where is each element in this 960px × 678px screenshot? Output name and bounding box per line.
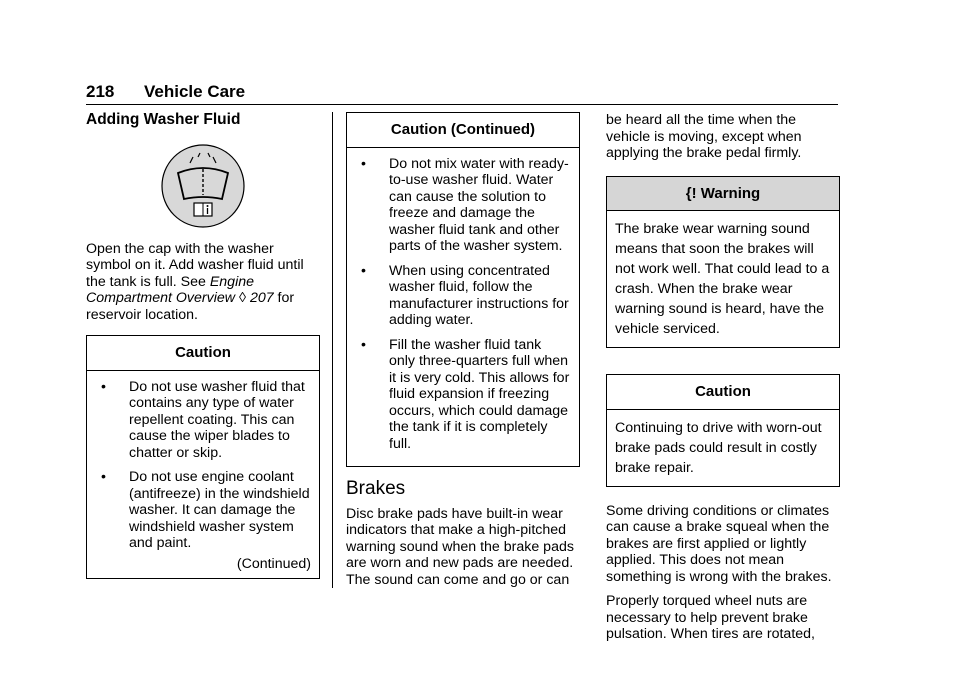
- brake-squeal-paragraph: Some driving conditions or climates can cause a brake squeal when the brakes are first applied or lightly applied. This does not mean something is wrong with the brakes.: [606, 502, 832, 585]
- column-2: [346, 112, 580, 596]
- warning-text: The brake wear warning sound means that soon the brakes will not work well. That could lead to a crash. When the brake wear warning sound is heard, have the vehicle serviced.: [615, 221, 830, 337]
- bullet-icon: •: [361, 336, 366, 353]
- page-ref-number[interactable]: 207: [249, 290, 274, 306]
- page-header: [86, 82, 838, 105]
- warning-icon: {!: [685, 184, 697, 202]
- caution-body: [87, 371, 319, 579]
- continued-label: (Continued): [236, 555, 311, 572]
- bullet-icon: •: [101, 378, 106, 395]
- caution-title: Caution: [87, 336, 319, 371]
- page-ref-symbol: ◊: [238, 290, 246, 306]
- section-title-washer-fluid: Adding Washer Fluid: [86, 111, 241, 128]
- caution-text: Continuing to drive with worn-out brake pads could result in costly brake repair.: [615, 419, 822, 476]
- section-title-brakes: Brakes: [346, 478, 406, 499]
- list-item: • Do not mix water with ready-to-use washer fluid. Water can cause the solution to freeze and damage the washer fluid tank and other parts of the washer system.: [357, 156, 571, 255]
- bullet-icon: •: [101, 469, 106, 485]
- caution-continued-body: [347, 148, 579, 467]
- column-1: [86, 112, 320, 591]
- warning-box: [606, 176, 840, 349]
- washer-fluid-symbol-icon: [160, 143, 246, 229]
- caution-box-washer: [86, 335, 320, 579]
- caution-title: Caution: [607, 375, 839, 410]
- column-divider: [332, 112, 333, 588]
- list-item: • When using concentrated washer fluid, follow the manufacturer instructions for adding water.: [357, 263, 571, 329]
- list-item: • Fill the washer fluid tank only three-quarters full when it is very cold. This allows for fluid expansion if freezing occurs, which could damage the tank if it is completely full.: [357, 337, 571, 453]
- wheel-nuts-paragraph: Properly torqued wheel nuts are necessary to help prevent brake pulsation. When tires are rotated,: [606, 593, 815, 642]
- page-number: 218: [86, 82, 115, 101]
- bullet-icon: •: [361, 155, 366, 172]
- bullet-icon: •: [361, 262, 366, 279]
- washer-fluid-paragraph: Open the cap with the washer symbol on it. Add washer fluid until the tank is full. See Engine Compartment Overview ◊ 207 for reservoir location.: [86, 240, 304, 323]
- icon-container: [86, 143, 320, 229]
- list-item: • Do not use engine coolant (antifreeze) in the windshield washer. It can damage the windshield washer system and paint.: [97, 469, 311, 552]
- caution-box-brakes: [606, 374, 840, 487]
- column-3: [606, 112, 840, 651]
- caution-continued-title: Caution (Continued): [347, 113, 579, 148]
- brakes-paragraph-continued: be heard all the time when the vehicle is moving, except when applying the brake pedal firmly.: [606, 112, 802, 161]
- list-item: • Do not use washer fluid that contains any type of water repellent coating. This can cause the wiper blades to chatter or skip.: [97, 379, 311, 462]
- warning-title: Warning: [700, 184, 761, 202]
- chapter-title: Vehicle Care: [144, 82, 246, 101]
- caution-continued-box: [346, 112, 580, 467]
- brakes-paragraph: Disc brake pads have built-in wear indicators that make a high-pitched warning sound when the brake pads are worn and new pads are needed. The sound can come and go or can: [346, 505, 574, 588]
- engine-compartment-link[interactable]: Engine Compartment Overview: [86, 273, 255, 306]
- warning-header: [607, 177, 839, 212]
